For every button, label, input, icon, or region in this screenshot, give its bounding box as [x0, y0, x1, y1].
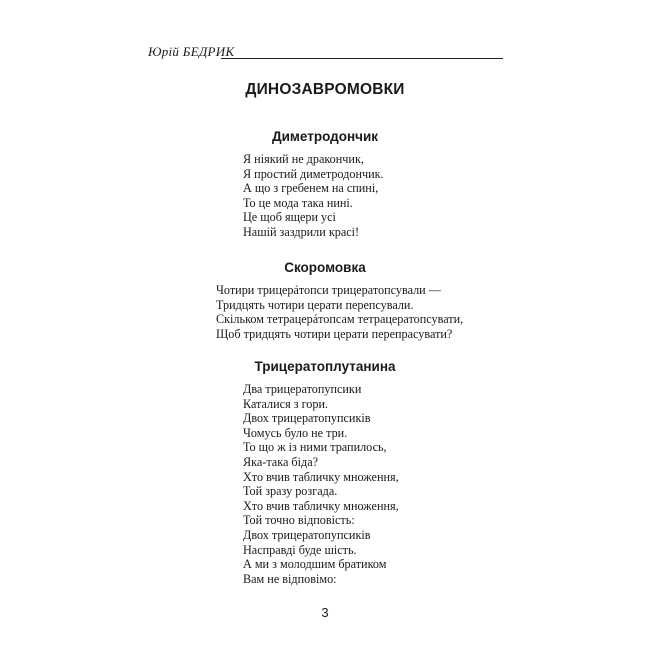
verse-line: Той точно відповість: [243, 513, 355, 528]
verse-line: Насправді буде шість. [243, 542, 357, 557]
verse-line: Скільком тетрацерáтопсам тетрацератопсувати, [216, 312, 464, 327]
verse-line: А що з гребенем на спині, [243, 181, 379, 196]
verse-line: Хто вчив табличку множення, [243, 498, 399, 513]
verse-line: Чотири трицерáтопси трицератопсували — [216, 283, 441, 297]
verse-line: Каталися з гори. [243, 396, 329, 411]
verse-line: Вам не відповімо: [243, 571, 337, 586]
verse-line: То це мода така нині. [243, 195, 353, 210]
poem-title: Трицератоплутанина [254, 359, 396, 374]
verse-line: Щоб тридцять чотири церати перепрасувати? [216, 326, 453, 341]
verse-line: Двох трицератопупсиків [243, 527, 371, 542]
verse-line: А ми з молодшим братиком [243, 557, 387, 572]
poem-verse [243, 152, 384, 240]
section-title: ДИНОЗАВРОМОВКИ [245, 81, 405, 98]
page-number: 3 [321, 605, 329, 620]
verse-line: Два трицератопупсики [243, 382, 362, 396]
running-head-author: Юрій БЕДРИК [148, 44, 235, 59]
verse-line: Це щоб ящери усі [243, 210, 336, 225]
verse-line: Нашій заздрили красі! [243, 224, 360, 239]
verse-line: Чомусь було не три. [243, 425, 348, 440]
poem-title: Диметродончик [271, 129, 379, 144]
poem-verse [216, 283, 463, 341]
poem-title: Скоромовка [284, 260, 366, 275]
verse-line: Я простий диметродончик. [243, 166, 384, 181]
poem-verse [243, 382, 399, 586]
verse-line: Тридцять чотири церати перепсували. [216, 297, 414, 312]
verse-line: Двох трицератопупсиків [243, 411, 371, 426]
verse-line: Яка-така біда? [243, 454, 319, 469]
verse-line: Хто вчив табличку множення, [243, 469, 399, 484]
header-rule [221, 58, 503, 59]
verse-line: То що ж із ними трапилось, [243, 440, 387, 455]
verse-line: Я ніякий не дракончик, [243, 152, 364, 166]
verse-line: Той зразу розгада. [243, 484, 338, 499]
